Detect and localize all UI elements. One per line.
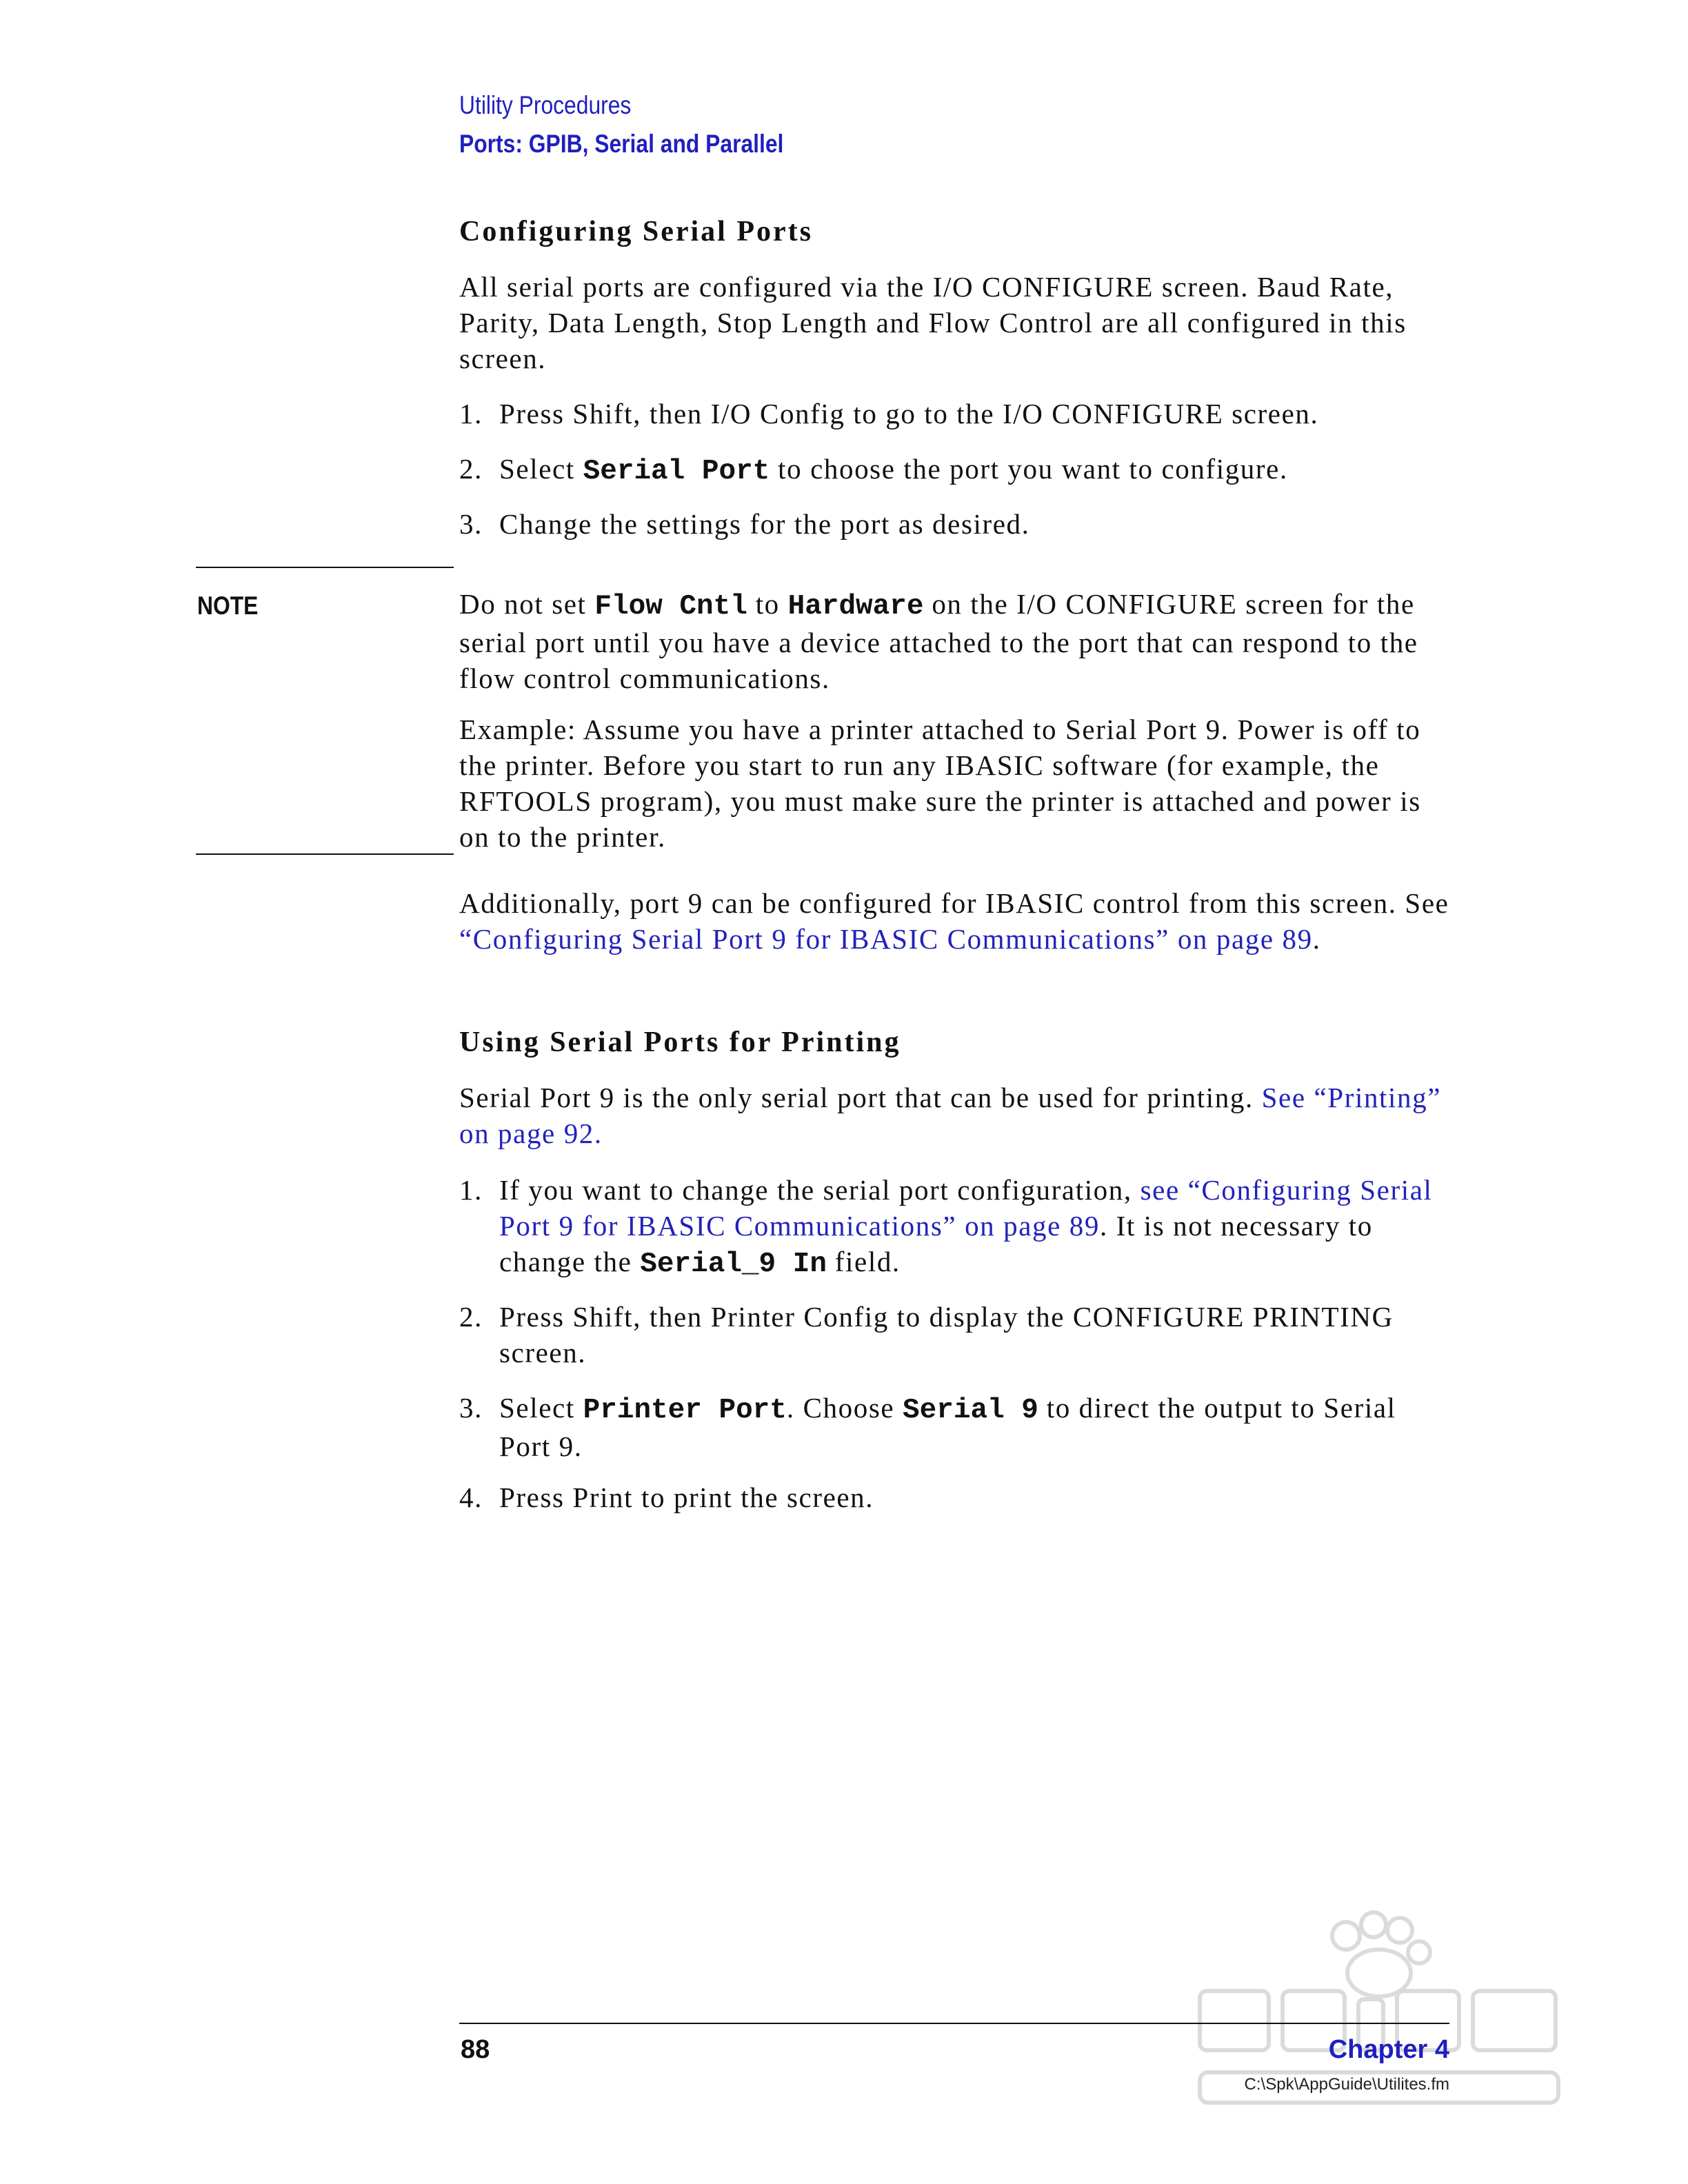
list-item-config-step-2: [459, 451, 1452, 489]
list-number: 4.: [459, 1482, 483, 1513]
note-paragraph-2: Example: Assume you have a printer attached to Serial Port 9. Power is off to the printer. Before you start to run any IBASIC software (for example, the RFTOOLS program), you must make sure the printer is attached and power is on to the printer.: [459, 714, 1421, 853]
text-run: Select: [499, 453, 583, 485]
text-run: on the I/O CONFIGURE screen for the serial port until you have a device attached to the port that can respond to the flow control communications.: [459, 588, 1418, 694]
list-text: Press Shift, then Printer Config to display the CONFIGURE PRINTING screen.: [499, 1301, 1394, 1368]
link-configuring-serial-port-9[interactable]: see “Configuring Serial Port 9 for IBASIC Communications” on page 89: [499, 1174, 1433, 1242]
list-text: Press Shift, then I/O Config to go to the I/O CONFIGURE screen.: [499, 398, 1319, 429]
text-run: to choose the port you want to configure.: [770, 453, 1288, 485]
subsection-title: Ports: GPIB, Serial and Parallel: [459, 130, 784, 158]
note-label: NOTE: [197, 592, 259, 620]
file-path: C:\Spk\AppGuide\Utilites.fm: [1244, 2075, 1449, 2094]
list-text: [499, 451, 1452, 489]
text-run: Do not set: [459, 588, 595, 620]
list-item-config-step-3: [459, 506, 1452, 542]
list-item-print-step-1: [459, 1172, 1452, 1282]
section-title: Utility Procedures: [459, 91, 632, 119]
text-run: . It is not necessary to change the: [499, 1210, 1373, 1277]
list-item-print-step-2: [459, 1299, 1452, 1371]
text-run: Serial Port 9 is the only serial port that can be used for printing.: [459, 1082, 1262, 1113]
list-text: Press Print to print the screen.: [499, 1482, 874, 1513]
paragraph-additionally: [459, 885, 1452, 957]
list-item-config-step-1: [459, 396, 1452, 432]
code-serial-9: Serial 9: [903, 1395, 1038, 1426]
text-run: If you want to change the serial port configuration,: [499, 1174, 1141, 1206]
list-text: [499, 1172, 1452, 1282]
list-item-print-step-3: [459, 1390, 1452, 1464]
list-number: 1.: [459, 398, 483, 429]
note-top-rule: [196, 567, 454, 568]
code-flow-cntl: Flow Cntl: [594, 591, 747, 623]
link-printing[interactable]: See “Printing” on page 92.: [459, 1082, 1442, 1149]
page-number: 88: [461, 2035, 490, 2064]
list-text: Change the settings for the port as desired.: [499, 508, 1030, 540]
text-run: to direct the output to Serial Port 9.: [499, 1392, 1396, 1462]
list-number: 3.: [459, 1392, 483, 1424]
footer-rule: [459, 2023, 1449, 2024]
list-item-print-step-4: [459, 1479, 1452, 1515]
list-number: 2.: [459, 453, 483, 485]
text-run: .: [1312, 923, 1321, 955]
paragraph-printing-intro: [459, 1080, 1452, 1151]
text-run: Additionally, port 9 can be configured for IBASIC control from this screen. See: [459, 887, 1449, 919]
code-printer-port: Printer Port: [583, 1395, 787, 1426]
heading-configuring-serial-ports: Configuring Serial Ports: [459, 216, 813, 247]
list-number: 3.: [459, 508, 483, 540]
code-hardware: Hardware: [787, 591, 924, 623]
text-run: Select: [499, 1392, 583, 1424]
note-paragraph-1: [459, 586, 1452, 696]
text-run: field.: [826, 1246, 901, 1277]
chapter-label: Chapter 4: [1328, 2035, 1449, 2064]
code-serial-port: Serial Port: [583, 456, 770, 487]
heading-using-serial-ports-for-printing: Using Serial Ports for Printing: [459, 1027, 901, 1058]
list-number: 2.: [459, 1301, 483, 1333]
link-configuring-serial-port-9[interactable]: “Configuring Serial Port 9 for IBASIC Communications” on page 89: [459, 923, 1313, 955]
code-serial-9-in: Serial_9 In: [640, 1248, 827, 1280]
list-number: 1.: [459, 1174, 483, 1206]
note-bottom-rule: [196, 853, 454, 855]
list-text: [499, 1390, 1452, 1464]
paragraph-serial-intro: All serial ports are configured via the I/O CONFIGURE screen. Baud Rate, Parity, Data Length, Stop Length and Flow Control are all configured in this screen.: [459, 271, 1407, 374]
text-run: . Choose: [786, 1392, 903, 1424]
text-run: to: [747, 588, 788, 620]
